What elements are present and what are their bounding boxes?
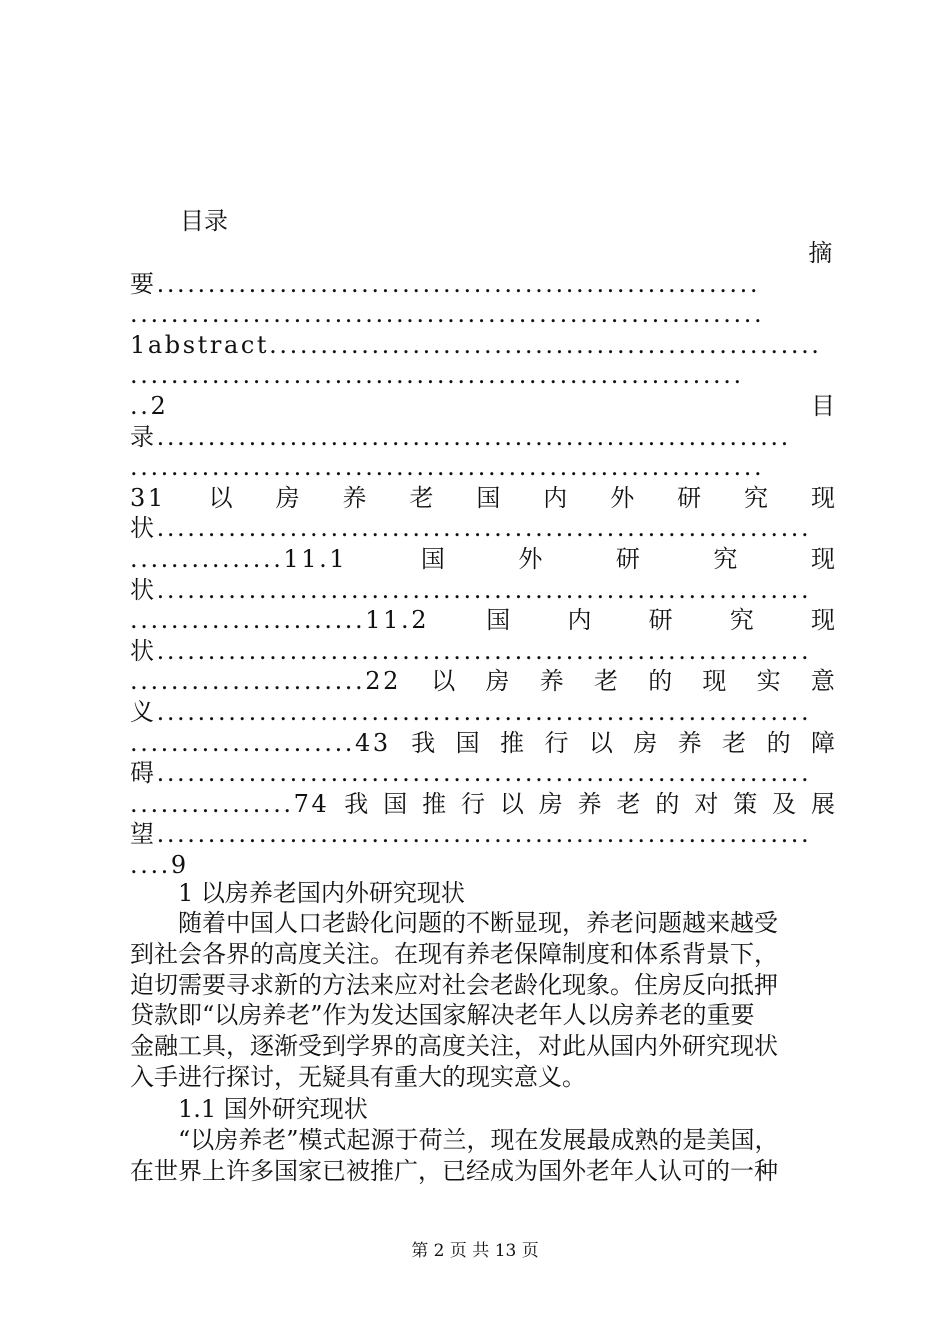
toc-line-segment: 现 (702, 667, 727, 696)
toc-line-segment: 以 (431, 667, 456, 696)
toc-line-page-number: ..2 (130, 392, 169, 420)
toc-line-segment: 展 (810, 789, 835, 818)
toc-line-segment: 的 (648, 667, 673, 696)
toc-line (130, 483, 835, 513)
toc-line (130, 728, 835, 758)
toc-line-segment: 养 (577, 789, 602, 818)
toc-line-segment: 究 (744, 483, 769, 512)
toc-line-segment: 推 (500, 728, 525, 757)
toc-line-segment: 的 (766, 728, 791, 757)
toc-line: 状................................................................ (130, 575, 812, 604)
toc-line-segment: 实 (756, 667, 781, 696)
toc-line-segment: 养 (677, 728, 702, 757)
toc-line-segment: 究 (713, 545, 738, 573)
toc-line-segment: .......................22 (130, 667, 402, 696)
toc-line: 碍................................................................ (130, 759, 812, 788)
toc-line-segment: 行 (460, 789, 485, 818)
paragraph-line: 在世界上许多国家已被推广，已经成为国外老年人认可的一种 (130, 1156, 778, 1185)
toc-line-segment: 推 (422, 789, 447, 818)
paragraph-line: “以房养老”模式起源于荷兰，现在发展最成熟的是美国， (178, 1126, 779, 1154)
toc-line-segment: 研 (615, 545, 640, 573)
toc-line-segment: 现 (810, 545, 835, 573)
toc-line-segment: 房 (485, 667, 510, 696)
toc-line (130, 544, 835, 574)
toc-line-segment: 国 (383, 789, 408, 818)
toc-line-segment: 对 (694, 789, 719, 818)
toc-line-segment: .......................11.2 (130, 606, 430, 635)
toc-line: 状................................................................ (130, 514, 812, 543)
section-1-heading: 1 以房养老国内外研究现状 (178, 879, 465, 907)
paragraph-line: 随着中国人口老龄化问题的不断显现，养老问题越来越受 (178, 909, 778, 937)
toc-line-segment: ......................43 (130, 728, 391, 757)
toc-line (130, 666, 835, 696)
toc-heading: 目录 (180, 207, 228, 235)
toc-line-segment: 国 (486, 606, 511, 635)
toc-line-segment: 我 (344, 789, 369, 818)
toc-line (130, 605, 835, 635)
toc-line-segment: 国 (476, 483, 501, 512)
toc-line (130, 391, 835, 421)
toc-line-segment: 房 (538, 789, 563, 818)
toc-line: 望................................................................ (130, 820, 812, 849)
toc-line-segment: 的 (655, 789, 680, 818)
toc-line-segment: 房 (275, 483, 300, 512)
toc-line-segment: 研 (648, 606, 673, 635)
toc-line-segment: 障 (811, 728, 835, 757)
toc-line (130, 789, 835, 819)
toc-line-segment: 以 (208, 483, 233, 512)
toc-line-segment: 现 (810, 606, 835, 635)
toc-line: 摘 (808, 239, 835, 267)
page-footer: 第 2 页 共 13 页 (411, 1241, 539, 1261)
toc-line-segment: ...............11.1 (130, 545, 348, 573)
toc-line: 要........................................................... (130, 269, 761, 298)
toc-line: 录.............................................................. (130, 422, 791, 451)
toc-line-segment: 老 (616, 789, 641, 818)
toc-line-segment: 研 (677, 483, 702, 512)
toc-line-segment: 究 (729, 606, 754, 635)
section-1-1-heading: 1.1 国外研究现状 (178, 1095, 368, 1123)
toc-line-segment: ................74 (130, 789, 330, 818)
toc-line: ....9 (130, 851, 189, 879)
toc-line-segment: 31 (130, 483, 166, 512)
paragraph-line: 到社会各界的高度关注。在现有养老保障制度和体系背景下， (130, 939, 778, 968)
toc-line: .............................................................. (130, 453, 765, 482)
toc-line: .............................................................. (130, 300, 765, 329)
paragraph-line: 迫切需要寻求新的方法来应对社会老龄化现象。住房反向抵押 (130, 970, 778, 999)
toc-line-segment: 老 (593, 667, 618, 696)
toc-line-segment: 养 (539, 667, 564, 696)
toc-line-segment: 老 (722, 728, 747, 757)
toc-line-segment: 老 (409, 483, 434, 512)
toc-line: 义................................................................ (130, 698, 812, 726)
toc-line-segment: 内 (543, 483, 568, 512)
toc-line-segment: 策 (733, 789, 758, 818)
toc-line-segment: 意 (810, 667, 835, 696)
toc-line-segment: 行 (544, 728, 569, 757)
paragraph-line: 金融工具，逐渐受到学界的高度关注，对此从国内外研究现状 (130, 1032, 778, 1061)
toc-line-segment: 外 (610, 483, 635, 512)
toc-line-segment: 内 (567, 606, 592, 635)
toc-line-segment: 外 (518, 545, 543, 573)
toc-line: 状................................................................ (130, 636, 812, 665)
paragraph-line: 入手进行探讨，无疑具有重大的现实意义。 (130, 1063, 586, 1091)
toc-line-label: 目 (811, 392, 835, 420)
toc-line-segment: 养 (342, 483, 367, 512)
toc-line-segment: 现 (810, 483, 835, 512)
toc-line-segment: 及 (772, 789, 797, 818)
toc-line-segment: 以 (588, 728, 613, 757)
toc-line: 1abstract...................................................... (130, 330, 822, 359)
toc-line-segment: 房 (633, 728, 658, 757)
toc-line-segment: 我 (411, 728, 436, 757)
toc-line-segment: 国 (420, 545, 445, 573)
toc-line-segment: 以 (499, 789, 524, 818)
toc-line: ............................................................ (130, 361, 744, 390)
paragraph-line: 贷款即“以房养老”作为发达国家解决老年人以房养老的重要 (130, 1001, 755, 1030)
toc-line-segment: 国 (455, 728, 480, 757)
